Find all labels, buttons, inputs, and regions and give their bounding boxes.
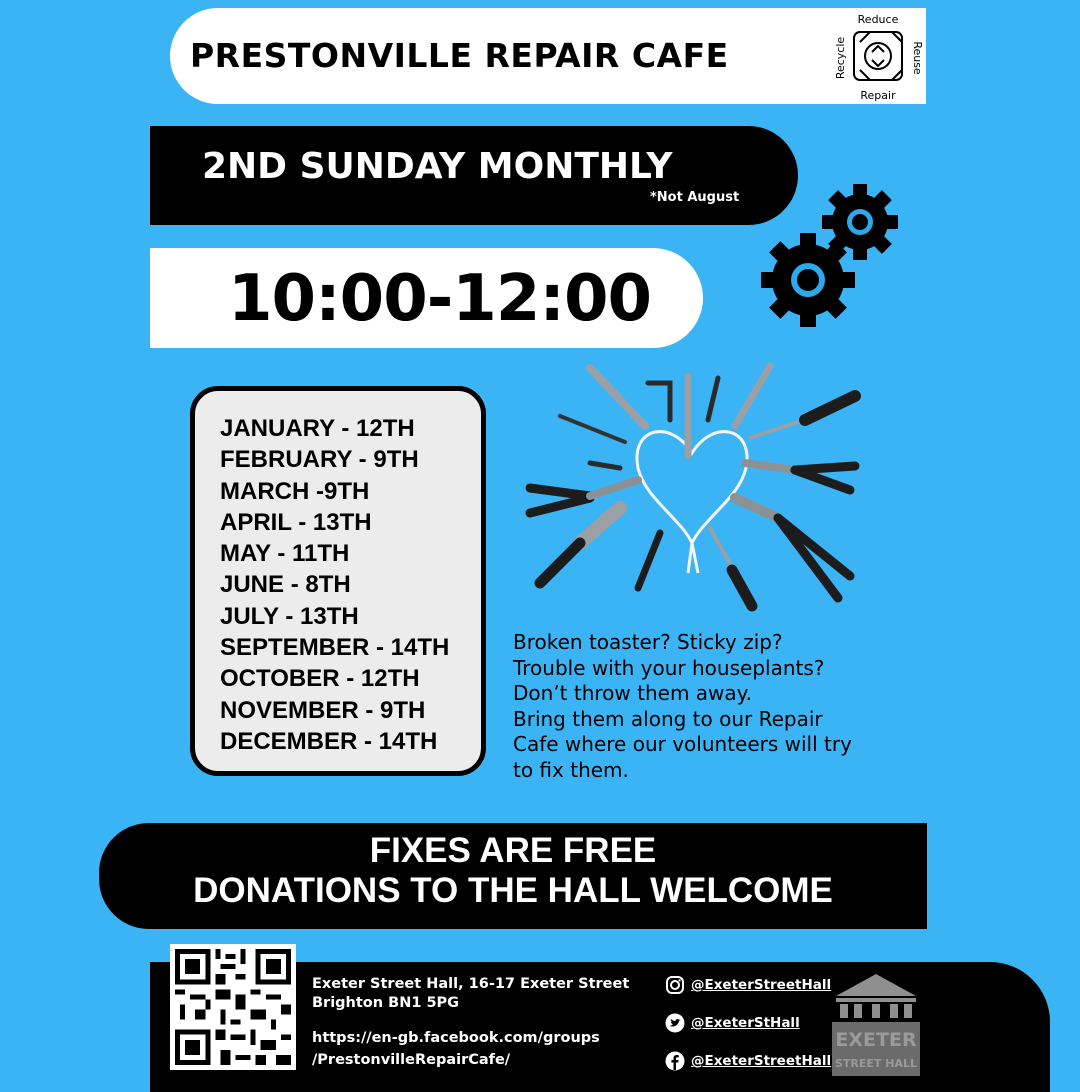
address-line: Brighton BN1 5PG (312, 995, 460, 1011)
facebook-icon (665, 1051, 685, 1071)
screwdriver-icon (560, 396, 855, 606)
twitter-handle: @ExeterStHall (691, 1015, 800, 1031)
instagram-handle: @ExeterStreetHall (691, 977, 832, 993)
twitter-icon (665, 1013, 685, 1033)
facebook-group-link[interactable] (312, 1027, 600, 1071)
twitter-link[interactable] (665, 1012, 800, 1034)
address-line: Exeter Street Hall, 16-17 Exeter Street (312, 976, 630, 992)
date-item: SEPTEMBER - 14TH (220, 634, 450, 662)
logo-word-reuse: Reuse (911, 41, 924, 75)
reduce-reuse-repair-recycle-logo (830, 8, 926, 104)
date-item: NOVEMBER - 9TH (220, 696, 426, 724)
logo-word-recycle: Recycle (834, 36, 847, 80)
description-line: Don’t throw them away. (513, 681, 752, 705)
donations-text: DONATIONS TO THE HALL WELCOME (193, 871, 833, 910)
hall-address (312, 975, 629, 1013)
date-item: OCTOBER - 12TH (220, 665, 420, 693)
pliers-icon (530, 463, 855, 598)
facebook-handle: @ExeterStreetHall (691, 1053, 832, 1069)
frequency-note: *Not August (650, 190, 740, 205)
instagram-icon (665, 975, 685, 995)
time-text: 10:00-12:00 (228, 262, 651, 336)
frequency-text: 2ND SUNDAY MONTHLY (202, 146, 673, 187)
date-item: FEBRUARY - 9TH (220, 446, 419, 474)
description-line: Trouble with your houseplants? (513, 655, 825, 680)
fixes-free-text: FIXES ARE FREE (369, 831, 657, 870)
date-item: MAY - 11TH (220, 540, 350, 568)
title-banner (170, 8, 926, 104)
dates-panel (190, 386, 486, 776)
date-item: JULY - 13TH (220, 602, 359, 630)
date-item: JUNE - 8TH (220, 571, 351, 599)
description-line: to fix them. (513, 757, 629, 782)
logo-word-reduce: Reduce (857, 13, 899, 26)
fixes-banner (99, 823, 927, 929)
adjustable-wrench-icon (540, 508, 620, 583)
large-gear-icon (761, 233, 855, 327)
description-line: Broken toaster? Sticky zip? (513, 630, 783, 654)
hall-logo-word: STREET HALL (835, 1057, 917, 1070)
gears-icon (760, 180, 905, 330)
date-item: DECEMBER - 14TH (220, 727, 438, 755)
hall-logo-word: EXETER (835, 1029, 917, 1051)
instagram-link[interactable] (665, 974, 831, 996)
url-line: /PrestonvilleRepairCafe/ (312, 1052, 511, 1068)
frequency-banner (150, 126, 798, 225)
qr-code[interactable] (170, 944, 296, 1070)
dates-list (220, 413, 449, 757)
date-item: APRIL - 13TH (220, 508, 372, 536)
description-text (513, 630, 913, 783)
facebook-link[interactable] (665, 1050, 831, 1072)
page-title: PRESTONVILLE REPAIR CAFE (190, 36, 729, 75)
tools-heart-illustration (520, 358, 865, 618)
logo-word-repair: Repair (860, 89, 896, 102)
date-item: MARCH -9TH (220, 477, 370, 505)
description-line: Bring them along to our Repair (513, 706, 823, 731)
time-banner (150, 248, 703, 348)
exeter-street-hall-logo (832, 970, 920, 1076)
date-item: JANUARY - 12TH (220, 415, 415, 442)
url-line: https://en-gb.facebook.com/groups (312, 1030, 600, 1046)
description-line: Cafe where our volunteers will try (513, 732, 852, 756)
